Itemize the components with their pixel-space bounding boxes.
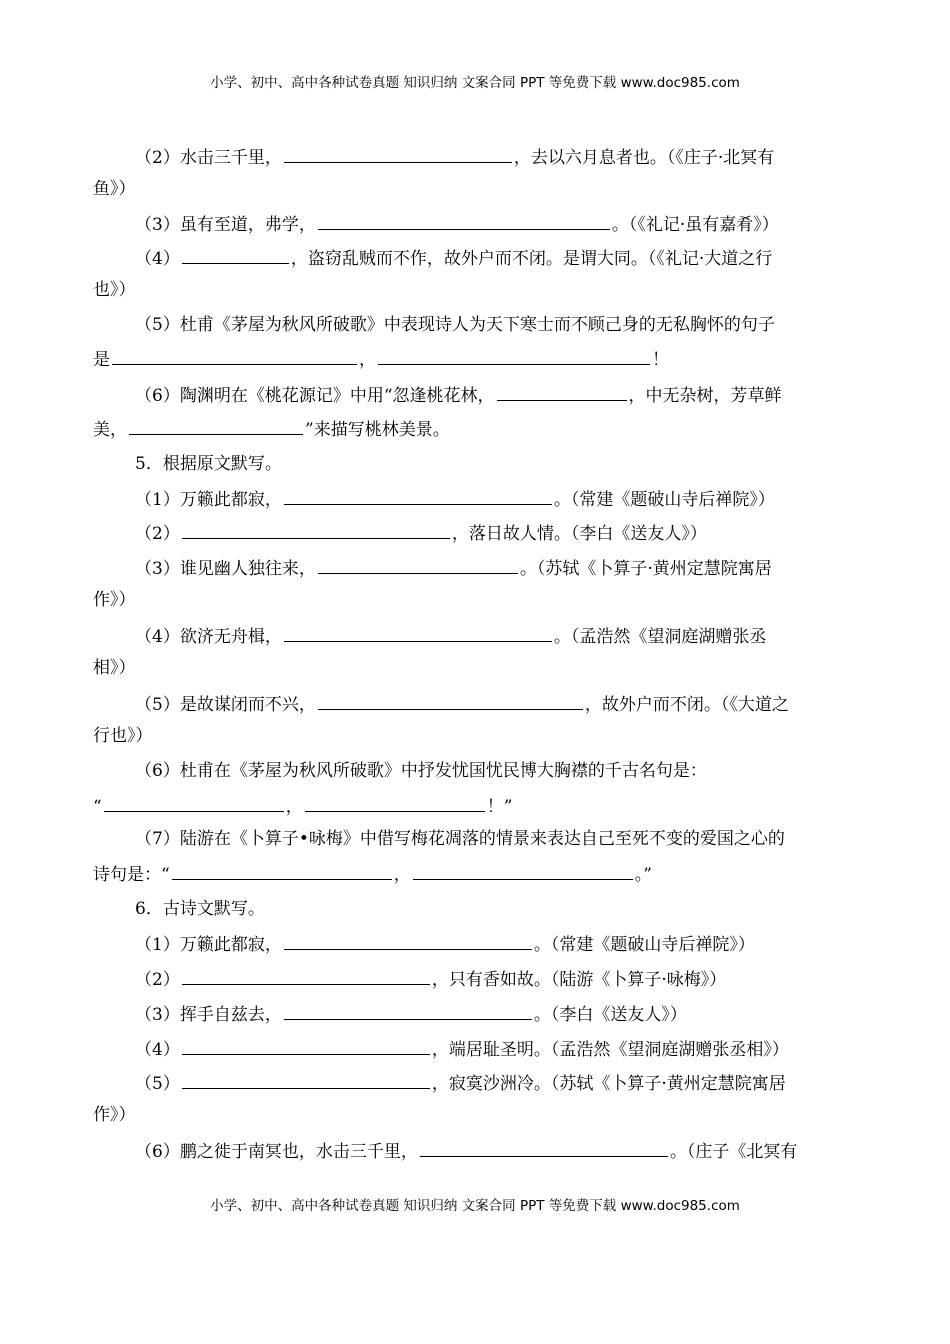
answer-blank[interactable]: [305, 793, 485, 812]
answer-blank[interactable]: [182, 520, 450, 539]
q4-item-5: （5）杜甫《茅屋为秋风所破歌》中表现诗人为天下寒士而不顾己身的无私胸怀的句子: [135, 315, 775, 335]
q4-item-4: （4） ，盗窃乱贼而不作，故外户而不闭。是谓大同。（《礼记·大道之行: [135, 245, 863, 271]
q6-item-2: （2） ，只有香如故。（陆游《卜算子·咏梅》）: [135, 966, 863, 992]
answer-blank[interactable]: [129, 416, 303, 435]
answer-blank[interactable]: [284, 931, 532, 950]
q6-item-4: （4） ，端居耻圣明。（孟浩然《望洞庭湖赠张丞相》）: [135, 1036, 863, 1062]
answer-blank[interactable]: [318, 691, 583, 710]
answer-blank[interactable]: [182, 1036, 430, 1055]
q5-item-2: （2） ，落日故人情。（李白《送友人》）: [135, 520, 863, 546]
answer-blank[interactable]: [497, 382, 627, 401]
q6-item-5: （5） ，寂寞沙洲冷。（苏轼《卜算子·黄州定慧院寓居: [135, 1070, 863, 1096]
page-footer: 小学、初中、高中各种试卷真题 知识归纳 文案合同 PPT 等免费下载 www.doc985.com: [210, 1198, 740, 1214]
q4-item-4-cont: 也》）: [93, 280, 136, 300]
page-header: 小学、初中、高中各种试卷真题 知识归纳 文案合同 PPT 等免费下载 www.doc985.com: [210, 75, 740, 91]
q5-item-7: （7）陆游在《卜算子•咏梅》中借写梅花凋落的情景来表达自己至死不变的爱国之心的: [135, 829, 785, 849]
q4-item-5-cont: 是 ， ！: [93, 346, 863, 372]
answer-blank[interactable]: [284, 623, 552, 642]
q5-item-7-cont: 诗句是：“ ， 。”: [93, 861, 863, 887]
q5-item-4-cont: 相》）: [93, 658, 136, 678]
answer-blank[interactable]: [112, 346, 357, 365]
q5-item-5: （5）是故谋闭而不兴， ，故外户而不闭。（《大道之: [135, 691, 863, 717]
q5-item-6-cont: “ ， ！”: [93, 793, 863, 819]
q4-item-3: （3）虽有至道，弗学， 。（《礼记·虽有嘉肴》）: [135, 211, 863, 237]
answer-blank[interactable]: [318, 211, 610, 230]
q5-item-3-cont: 作》）: [93, 590, 136, 610]
q4-item-6: （6）陶渊明在《桃花源记》中用“忽逢桃花林， ，中无杂树，芳草鲜: [135, 382, 863, 408]
q6-title: 6．古诗文默写。: [135, 899, 265, 919]
q5-item-1: （1）万籁此都寂， 。（常建《题破山寺后禅院》）: [135, 486, 863, 512]
answer-blank[interactable]: [182, 1070, 430, 1089]
answer-blank[interactable]: [413, 861, 633, 880]
q5-title: 5．根据原文默写。: [135, 454, 282, 474]
q6-item-3: （3）挥手自兹去， 。（李白《送友人》）: [135, 1001, 863, 1027]
q6-item-5-cont: 作》）: [93, 1105, 136, 1125]
answer-blank[interactable]: [284, 486, 552, 505]
q5-item-3: （3）谁见幽人独往来， 。（苏轼《卜算子·黄州定慧院寓居: [135, 555, 863, 581]
q6-item-6: （6）鹏之徙于南冥也，水击三千里， 。（庄子《北冥有: [135, 1138, 863, 1164]
answer-blank[interactable]: [318, 555, 518, 574]
answer-blank[interactable]: [284, 1001, 532, 1020]
answer-blank[interactable]: [182, 245, 289, 264]
q4-item-2: （2）水击三千里， ，去以六月息者也。（《庄子·北冥有: [135, 144, 863, 170]
q6-item-1: （1）万籁此都寂， 。（常建《题破山寺后禅院》）: [135, 931, 863, 957]
answer-blank[interactable]: [284, 144, 512, 163]
answer-blank[interactable]: [420, 1138, 668, 1157]
answer-blank[interactable]: [104, 793, 284, 812]
q5-item-4: （4）欲济无舟楫， 。（孟浩然《望洞庭湖赠张丞: [135, 623, 863, 649]
q4-item-6-cont: 美， ”来描写桃林美景。: [93, 416, 863, 442]
q4-item-2-cont: 鱼》）: [93, 179, 136, 199]
answer-blank[interactable]: [182, 966, 430, 985]
answer-blank[interactable]: [172, 861, 392, 880]
answer-blank[interactable]: [378, 346, 650, 365]
q5-item-5-cont: 行也》）: [93, 726, 153, 746]
q5-item-6: （6）杜甫在《茅屋为秋风所破歌》中抒发忧国忧民博大胸襟的千古名句是：: [135, 761, 707, 781]
